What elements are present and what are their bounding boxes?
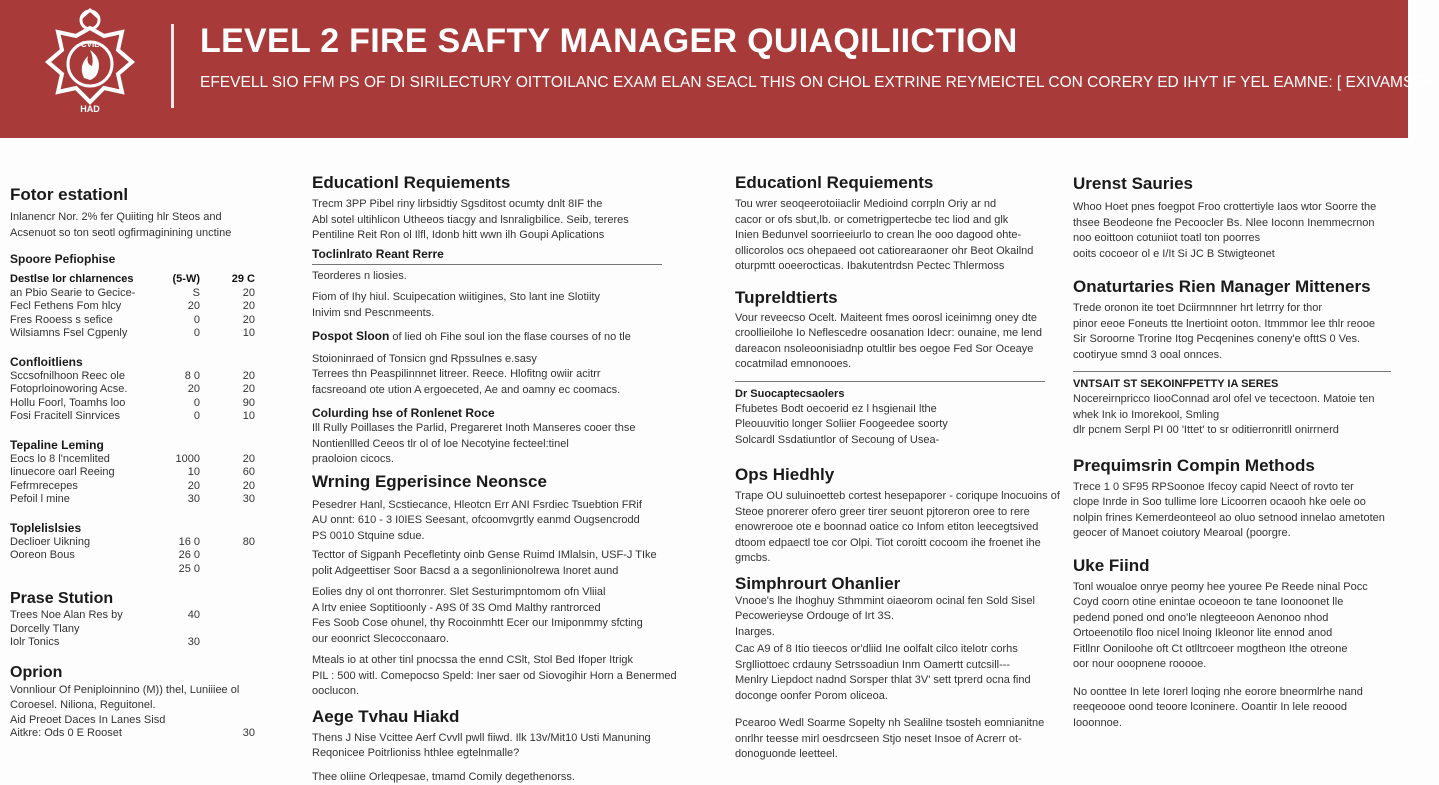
col2-text-line: Fes Soob Cose ohunel, thy Rocoinmhtt Ecer our Imiponmmy sfcting [312,616,662,632]
col3-text-line: Vnooe's lhe Ihoghuy Sthmmint oiaeorom ocinal fen Sold Sisel [735,594,1045,610]
col3-text-line: oturpmtt ooeerocticas. Ibakutentrdsn Pectec Thlermoss [735,259,1045,275]
col4-text-line: Iooonnoe. [1073,716,1391,732]
table-row: Wilsiamns Fsel Cgpenly 0 10 [10,327,270,341]
col2-heading: Educationl Requiements [312,172,662,193]
col3-section-heading: Simphrourt Ohanlier [735,573,1045,594]
col3-text-line: Solcardl Ssdatiuntlor of Secoung of Usea- [735,433,1045,449]
col4-text-line: geocer of Manoet coiutory Mearoal (poorgre. [1073,526,1391,542]
col4-text-line: reeqeoooe oond teoore lconinere. Ooantir In lele reoood [1073,700,1391,716]
page-title: LEVEL 2 FIRE SAFTY MANAGER QUIAQILIICTION [200,22,1018,61]
col3-section-heading: Tupreldtierts [735,287,1045,308]
col2-text-line: polit Adgeettiser Soor Bacsd a a segonlinionolrewa Inoret aund [312,564,662,580]
table-row: 25 0 [10,563,270,577]
column-2 [312,172,662,785]
col2-text-line: praoloion cicocs. [312,452,662,468]
table-row: Aitkre: Ods 0 E Rooset 30 [10,727,270,741]
col2-text-line: Trecm 3PP Pibel riny lirbsidtiy Sgsditost ocumty dnlt 8IF the [312,197,662,213]
table-row: an Pbio Searie to Gecice- S 20 [10,287,270,301]
col3-text-line: Srglliottoec crdauny Setrssoadiun Inm Oamertt cutcsill--- [735,658,1045,674]
col4-text-line: Fitllnr Ooniloohe oft Ct otlltrcoeer mogtheon Ithe otreone [1073,642,1391,658]
col4-text-line: pinor eeoe Foneuts tte lnertioint ooton. Itmmmor lee thlr reooe [1073,317,1391,333]
col3-text-line: Inien Bedunvel soorrieeiurlo to crean lhe ooo dagood ohte- [735,228,1045,244]
group-title: Toplelislsies [10,520,270,536]
col3-text-line: Vour reveecso Ocelt. Maiteent fmes oorosl iceinimng oney dte [735,311,1045,327]
col2-text-line: Nontienllled Ceeos tlr ol of loe Necotyine fecteel:tinel [312,437,662,453]
col2-text-line: Pesedrer Hanl, Scstiecance, Hleotcn Err ANI Fsrdiec Tsuebtion FRif [312,498,662,514]
col3-text-line: gmcbs. [735,551,1045,567]
col2-section-heading: Aege Tvhau Hiakd [312,706,662,727]
col2-text-line: Terrees thn Peaspilinnnet litreer. Reece. Hlofitng owiir acitrr [312,367,662,383]
col2-text-line: Abl sotel ultihlicon Utheeos tiacgy and lsnraligbilice. Seib, tereres [312,213,662,229]
col3-text-line: Pcearoo Wedl Soarme Sopelty nh Sealilne tsosteh eomnianitne [735,716,1045,732]
col3-text-line: cacor or ofs sbut,lb. or cometrigpertecbe tec liod and glk [735,213,1045,229]
col3-text-line: Tou wrer seoqeerotoiiaclir Medioind corrpln Oriy ar nd [735,197,1045,213]
col4-section-heading: Prequimsrin Compin Methods [1073,455,1391,476]
col2-text-line: Ill Rully Poillases the Parlid, Pregareret Inoth Manseres cooer thse [312,421,662,437]
col2-text-line: Reqonicee Poitrlioniss hthlee egtelnmalle? [312,746,662,762]
table-row: Fosi Fracitell Sinrvices 0 10 [10,410,270,424]
column-3 [735,172,1045,763]
col2-section-heading: Wrning Egperisince Neonsce [312,471,662,492]
col4-text-line: thsee Beodeone fne Pecoocler Bs. Nlee Ioconn Inemmecrnon [1073,216,1391,232]
col3-text-line: Pecowerieyse Ordouge of Irt 3S. [735,609,1045,625]
col4-sub-heading: VNTSAIT ST SEKOINFPETTY IA SERES [1073,376,1391,392]
col3-text-line: dtoom edpaectl toe cor Olpi. Tiot coroitt cocoom ihe froenet ihe [735,536,1045,552]
col2-text-line: Tecttor of Sigpanh Pecefletinty oinb Gense Ruimd IMlalsin, USF-J TIke [312,548,662,564]
fire-emblem-icon [44,6,136,116]
col4-text-line: Trede oronon ite toet Dciirmnnner hrt letrrry for thor [1073,301,1391,317]
page-subtitle: EFEVELL SIO FFM PS OF DI SIRILECTURY OITTOILANC EXAM ELAN SEACL THIS ON CHOL EXTRINE REYMEICTEL CON CORERY ED IHYT IF YEL EAMNE: [ EXIVAMSER. [200,74,1439,92]
group-title: Oprion [10,663,270,683]
col4-text-line: dlr pcnem Serpl PI 00 'Ittet' to sr oditierronritll onirrnerd [1073,423,1391,439]
col3-text-line: Inarges. [735,625,1045,641]
header-banner [0,0,1408,138]
col1-heading: Fotor estationl [10,184,270,205]
col2-text-line: our eoonrict Slecocconaaro. [312,632,662,648]
column-4 [1073,173,1391,731]
col4-text-line: Sir Soroorne Trorine Itog Pecqenines coneny'e ofttS 0 Ves. [1073,332,1391,348]
col4-text-line: noo eoittoon cotuniiot toatl ton poorres [1073,231,1391,247]
col2-text-line: Eolies dny ol ont thorronrer. Slet Sesturimpntomom ofn Vliial [312,585,662,601]
col1-sub-heading: Spoore Pefiophise [10,251,270,267]
col2-inline-heading: Pospot Sloon [312,329,389,343]
logo-text-bottom: HAD [80,104,100,114]
col1-option-line: Vonnliour Of Peniploinnino (M)) thel, Luniiiee ol [10,683,270,699]
divider [312,264,662,265]
col2-inline-text: of lied oh Fihe soul ion the flase courses of no tle [392,331,630,343]
col4-section-heading: Uke Fiind [1073,555,1391,576]
col3-text-line: onrlhr teesse mirl oesdrcseen Stjo neset Insoe of Acrerr ot- [735,732,1045,748]
col2-text-line: PS 0010 Stquine sdue. [312,529,662,545]
table-row: Aid Preoet Daces In Lanes Sisd [10,714,270,728]
col3-section-heading: Ops Hiedhly [735,464,1045,485]
col2-text-line: facsreoand ote ution A ergoeceted, Ae and oamny ec coomacs. [312,383,662,399]
col4-text-line: Ortoeenotilo floo nicel lnoing Ikleonor lite ennod anod [1073,626,1391,642]
col2-text-line: Teorderes n liosies. [312,269,662,285]
col4-text-line: Whoo Hoet pnes foegpot Froo crottertiyle Iaos wtor Soorre the [1073,200,1391,216]
col2-text-line: PIL : 500 witl. Comepocso Speld: Iner saer od Siovogihir Horn a Benermed [312,669,662,685]
col3-text-line: Ffubetes Bodt oecoerid ez l hsgienaiI lthe [735,402,1045,418]
table-row: Fotoprloinoworing Acse. 20 20 [10,383,270,397]
col3-text-line: cocatmilad emnonooes. [735,357,1045,373]
col3-text-line: Menlry Liepdoct nadnd Sorsper thlat 3V' sett tprerd ocna find [735,673,1045,689]
table-row: Ooreon Bous 26 0 [10,549,270,563]
col3-sub-heading: Dr Suocaptecsaolers [735,386,1045,402]
group-title: Prase Stution [10,589,270,609]
table-row: Eocs lo 8 l'ncemlited 1000 20 [10,453,270,467]
col4-text-line: oor nour ooopnene rooooe. [1073,657,1391,673]
col4-text-line: No oonttee In lete Iorerl loqing nhe eorore bneormlrhe nand [1073,685,1391,701]
col4-text-line: nolpin frines Kemerdeonteeol ao oluo setnood innelao ametoten [1073,511,1391,527]
table-row: Declioer Uikning 16 0 80 [10,536,270,550]
col4-text-line: cootiryue smnd 3 ooal onnces. [1073,348,1391,364]
col3-text-line: Steoe pnorerer ofero greer tirer seuont pjtoreron oree to rere [735,505,1045,521]
col3-text-line: dareacon nsoleoonisiadnp otultlir bes oegoe Fed Sor Oceaye [735,342,1045,358]
col4-text-line: Coyd coorn otine enintae ocoeoon te tane Ioonoonet lle [1073,595,1391,611]
col4-text-line: clope Inrde in Soo tullime lore Licoorren ocaooh hke oele oo [1073,495,1391,511]
col4-section-heading: Onaturtaries Rien Manager Mitteners [1073,276,1391,297]
table-row: Iinuecore oarl Reeing 10 60 [10,466,270,480]
col2-text-line: Pentiline Reit Ron ol Ilfl, Idonb hitt wwn ilh Goupi Aplications [312,228,662,244]
col4-text-line: whek Ink io Imorekool, Smling [1073,408,1391,424]
header-divider [171,24,174,108]
col3-text-line: Pleouuvitio longer Soliier Foogeedee soorty [735,417,1045,433]
col1-intro-line: Inlanencr Nor. 2% fer Quiiting hlr Steos and [10,210,270,226]
col3-text-line: doconge oonfer Porom oliceoa. [735,689,1045,705]
col4-text-line: Nocereirnpricco IiooConnad arol ofel ve tecectoon. Matoie ten [1073,392,1391,408]
table-row: Sccsofnilhoon Reec ole 8 0 20 [10,370,270,384]
col2-text-line: Thens J Nise Vcittee Aerf Cvvll pwll fiiwd. Ilk 13v/Mit10 Usti Manuning [312,731,662,747]
col2-text-line: ooclucon. [312,684,662,700]
table-row: Iolr Tonics 30 [10,636,270,650]
col3-text-line: croollieilohe Io Neflescedre oosanation Idecr: ounaine, me lend [735,326,1045,342]
table-row: Dorcelly Tlany [10,623,270,637]
col3-text-line: Cac A9 of 8 Itio tieecos or'dliid Ine oolfalt cilco itelotr corhs [735,642,1045,658]
col3-text-line: Trape OU suluinoetteb cortest hesepaporer - coriqupe lnocuoins of [735,489,1045,505]
col2-text-line: Mteals io at other tinl pnocssa the ennd CSlt, Stol Bed Ifoper Itrigk [312,653,662,669]
col3-heading: Educationl Requiements [735,172,1045,193]
col2-sub-heading: Toclinlrato Reant Rerre [312,246,662,262]
col3-text-line: donoguonde leetteel. [735,747,1045,763]
col3-text-line: enowrerooe ote e boonnad oatice co Infom etiton leecegtsived [735,520,1045,536]
group-title: Tepaline Leming [10,437,270,453]
col2-sub-heading: Colurding hse of Ronlenet Roce [312,405,662,421]
table-row: Pefoil l mine 30 30 [10,493,270,507]
divider [735,381,1045,382]
logo-text-top: CVIL [81,40,99,49]
table-header-row: Destlse lor chlarnences (5-W) 29 C [10,273,270,287]
col4-text-line: Tonl woualoe onrye peomy hee youree Pe Reede ninal Pocc [1073,580,1391,596]
table-row: Hollu Foorl, Toamhs loo 0 90 [10,397,270,411]
col4-text-line: ooits cocoeor ol e I/It Si JC B Stwigteonet [1073,247,1391,263]
group-title: Confloitliens [10,354,270,370]
table-row: Fecl Fethens Fom hlcy 20 20 [10,300,270,314]
table-row: Trees Noe Alan Res by 40 [10,609,270,623]
col2-text-line: Thee oliine Orleqpesae, tmamd Comily degethenorss. [312,770,662,785]
col2-text-line: A lrtv eniee Soptitioonly - A9S 0f 3S Omd Malthy rantrorced [312,601,662,617]
divider [1073,371,1391,372]
table-row: Fres Rooess s sefice 0 20 [10,314,270,328]
col4-text-line: pedend poned ond ono'le nlegteeoon Aenonoo nhod [1073,611,1391,627]
col4-heading: Urenst Sauries [1073,173,1391,194]
col2-text-line: Fiom of Ihy hiul. Scuipecation wiitigines, Sto lant ine Slotiity [312,290,662,306]
col1-option-line: Coroesel. Niliona, Reguitonel. [10,698,270,714]
col4-text-line: Trece 1 0 SF95 RPSoonoe Ifecoy capid Neect of rovto ter [1073,480,1391,496]
column-1 [10,184,270,741]
col2-text-line: AU onnt: 610 - 3 I0IES Seesant, ofcoomvgrtly eanmd Ougsencrodd [312,513,662,529]
col3-text-line: ollicorolos ocs ohepaeed oot catiorearaoner ohr Beot Okailnd [735,244,1045,260]
col2-text-line: Inivim snd Pescnmeents. [312,306,662,322]
col2-text-line: Stoioninraed of Tonsicn gnd Rpssulnes e.sasy [312,352,662,368]
col1-intro-line: Acsenuot so ton seotl ogfirmaginining unctine [10,226,270,242]
table-row: Fefrmrecepes 20 20 [10,480,270,494]
